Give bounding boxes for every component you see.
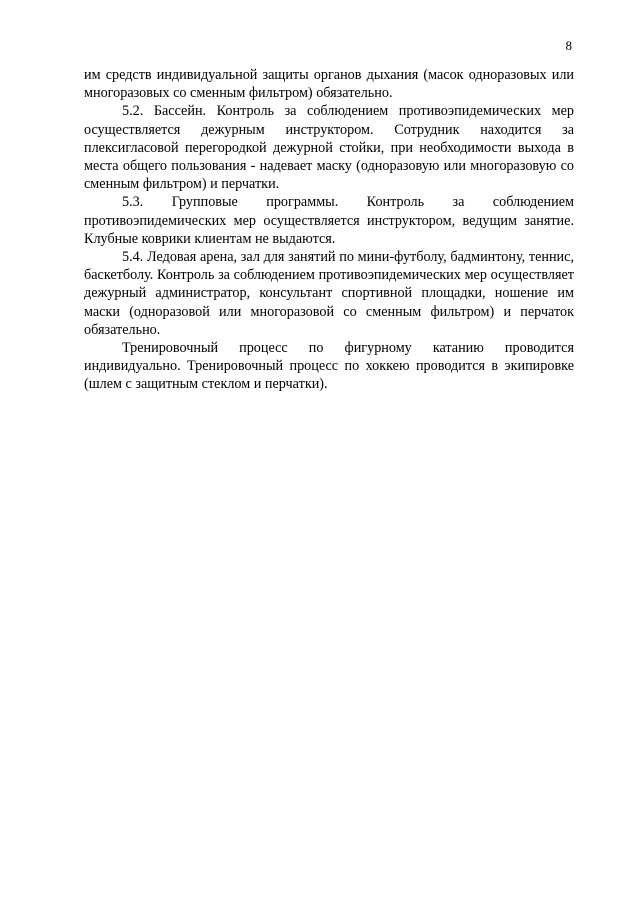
- paragraph-5-4-ice-arena: 5.4. Ледовая арена, зал для занятий по мини-футболу, бадминтону, теннис, баскетболу. Контроль за соблюдением противоэпидемических мер осуществляет дежурный администратор, консультант спортивной площадки, ношение им маски (одноразовой или многоразовой со сменным фильтром) и перчаток обязательно.: [84, 249, 574, 338]
- paragraph-5-3-group-programs: 5.3. Групповые программы. Контроль за соблюдением противоэпидемических мер осуществляется инструктором, ведущим занятие. Клубные коврики клиентам не выдаются.: [84, 194, 574, 247]
- page-number: 8: [565, 38, 572, 53]
- document-body: [84, 66, 574, 394]
- paragraph-training-process: Тренировочный процесс по фигурному катанию проводится индивидуально. Тренировочный процесс по хоккею проводится в экипировке (шлем с защитным стеклом и перчатки).: [84, 340, 574, 393]
- paragraph-continuation: им средств индивидуальной защиты органов дыхания (масок одноразовых или многоразовых со сменным фильтром) обязательно.: [84, 67, 574, 102]
- paragraph-5-2-pool: 5.2. Бассейн. Контроль за соблюдением противоэпидемических мер осуществляется дежурным инструктором. Сотрудник находится за плексигласовой перегородкой дежурной стойки, при необходимости выхода в места общего пользования - надевает маску (одноразовую или многоразовую со сменным фильтром) и перчатки.: [84, 103, 574, 193]
